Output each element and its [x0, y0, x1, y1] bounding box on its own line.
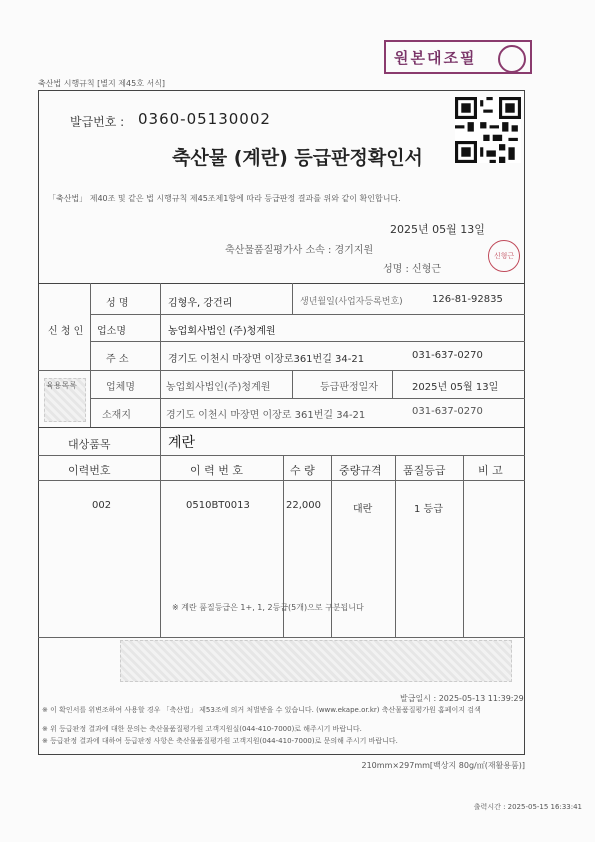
issued-datetime: 발급일시 : 2025-05-13 11:39:29: [400, 694, 524, 703]
issuer-line: 축산물품질평가사 소속 : 경기지원: [225, 245, 374, 256]
form-reference: 축산법 시행규칙 [별지 제45호 서식]: [38, 79, 166, 88]
table-header: 이 력 번 호: [190, 464, 243, 477]
grading-date-label: 등급판정일자: [320, 382, 378, 393]
table-header: 중량규격: [339, 464, 382, 477]
footer-note-2: ※ 위 등급판정 결과에 대한 문의는 축산물품질평가원 고객지원실(044-410-7000)로 해주시기 바랍니다.: [42, 725, 362, 733]
issue-date: 2025년 05월 13일: [390, 223, 485, 236]
company-label: 업소명: [97, 326, 126, 337]
row-divider: [90, 398, 525, 399]
original-copy-stamp: [384, 40, 532, 74]
row-divider: [90, 341, 525, 342]
col-divider: [392, 370, 393, 398]
footer-note-1: ※ 이 확인서를 위변조하여 사용할 경우 「축산법」 제53조에 의거 처벌받을 수 있습니다. (www.ekape.or.kr) 축산물품질평가원 홈페이지 검색: [42, 706, 481, 714]
table-header: 비 고: [478, 464, 503, 477]
name-label: 성 명: [106, 298, 129, 309]
packing-section-label: 육용목록: [46, 381, 77, 390]
address-value: 경기도 이천시 마장면 이장로361번길 34-21: [168, 354, 365, 365]
paper-spec: 210mm×297mm[백상지 80g/㎡(재활용품)]: [361, 761, 525, 770]
table-cell: 22,000: [286, 500, 321, 511]
print-time: 출력시간 : 2025-05-15 16:33:41: [473, 803, 582, 811]
table-cell: 002: [92, 500, 112, 511]
item-value: 계란: [168, 435, 196, 451]
col-divider: [160, 283, 161, 427]
birth-label: 생년월일(사업자등록번호): [300, 297, 403, 307]
row-divider: [38, 455, 525, 456]
issuer-name: 성명 : 신형근: [383, 264, 442, 275]
table-header: 품질등급: [403, 464, 446, 477]
grading-date-value: 2025년 05월 13일: [412, 382, 499, 393]
official-seal: [488, 240, 520, 272]
footer-note-3: ※ 등급판정 결과에 대하여 등급판정 사항은 축산물품질평가원 고객지원(044-410-7000)로 문의해 주시기 바랍니다.: [42, 737, 398, 745]
table-header: 이력번호: [68, 464, 111, 477]
faded-watermark-area: [120, 640, 512, 682]
location-label: 소재지: [102, 410, 131, 421]
col-divider: [292, 370, 293, 398]
address-label: 주 소: [106, 354, 129, 365]
item-label: 대상품목: [68, 438, 111, 451]
intro-text: 「축산법」 제40조 및 같은 법 시행규칙 제45조제1항에 따라 등급판정 결과를 위와 같이 확인합니다.: [48, 194, 401, 203]
packing-name-label: 업체명: [106, 382, 135, 393]
packing-name-value: 농업회사법인(주)청계원: [166, 382, 271, 393]
row-divider: [38, 427, 525, 428]
table-cell: 0510BT0013: [186, 500, 250, 511]
phone-value: 031-637-0270: [412, 350, 483, 361]
col-divider: [160, 455, 161, 637]
seal-text: 신형근: [493, 252, 515, 260]
col-divider: [90, 283, 91, 427]
table-cell: 대란: [353, 504, 373, 515]
name-value: 김형우, 강건리: [168, 298, 233, 309]
table-top-rule: [38, 283, 525, 284]
table-note: ※ 계란 품질등급은 1+, 1, 2등급(5개)으로 구분됩니다: [172, 603, 364, 612]
issue-number: 0360-05130002: [138, 110, 271, 128]
stamp-text: 원본대조필: [394, 48, 477, 67]
table-cell: 1 등급: [414, 504, 443, 515]
birth-value: 126-81-92835: [432, 294, 503, 305]
col-divider: [160, 427, 161, 455]
location-phone: 031-637-0270: [412, 406, 483, 417]
page-title: 축산물 (계란) 등급판정확인서: [172, 147, 423, 169]
col-divider: [395, 455, 396, 637]
stamp-seal-icon: [498, 45, 526, 73]
applicant-section-label: 신 청 인: [48, 326, 84, 337]
col-divider: [463, 455, 464, 637]
col-divider: [292, 283, 293, 314]
row-divider: [38, 480, 525, 481]
company-value: 농업회사법인 (주)청계원: [168, 326, 276, 337]
table-header: 수 량: [290, 464, 315, 477]
issue-number-label: 발급번호 :: [70, 115, 125, 129]
row-divider: [38, 637, 525, 638]
row-divider: [38, 370, 525, 371]
location-value: 경기도 이천시 마장면 이장로 361번길 34-21: [166, 410, 366, 421]
row-divider: [90, 314, 525, 315]
